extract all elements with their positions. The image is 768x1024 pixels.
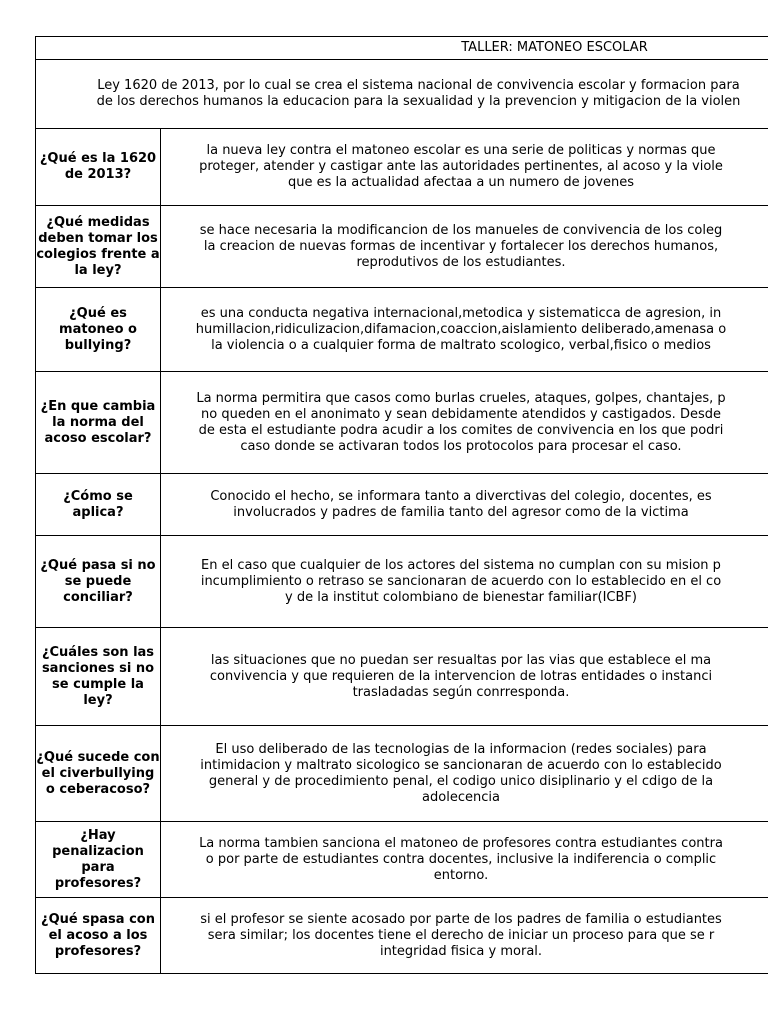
qa-row [36, 372, 768, 474]
answer-line: general y de procedimiento penal, el codigo unico disiplinario y el cdigo de la [208, 773, 714, 789]
answer-line: Conocido el hecho, se informara tanto a diverctivas del colegio, docentes, es [210, 488, 712, 504]
qa-row [36, 628, 768, 726]
qa-row [36, 288, 768, 372]
question-cell: ¿Hay penalizacion para profesores? [36, 822, 161, 898]
question-cell: ¿Qué medidas deben tomar los colegios frente a la ley? [36, 206, 161, 288]
question-cell: ¿Qué pasa si no se puede conciliar? [36, 536, 161, 628]
answer-line: intimidacion y maltrato sicologico se sancionaran de acuerdo con lo establecido [200, 757, 722, 773]
answer-line: la nueva ley contra el matoneo escolar es una serie de politicas y normas que [206, 143, 716, 158]
answer-line: En el caso que cualquier de los actores del sistema no cumplan con su mision p [201, 557, 721, 573]
answer-text [161, 143, 761, 191]
answer-line: La norma permitira que casos como burlas crueles, ataques, golpes, chantajes, p [196, 390, 726, 406]
answer-text [161, 391, 761, 455]
answer-cell [161, 726, 768, 822]
answer-text [161, 489, 761, 521]
qa-row [36, 474, 768, 536]
answer-text [161, 836, 761, 884]
qa-row [36, 898, 768, 974]
question-cell: ¿Qué es la 1620 de 2013? [36, 129, 161, 206]
answer-text [161, 742, 761, 806]
answer-line: la creacion de nuevas formas de incentivar y fortalecer los derechos humanos, [203, 238, 719, 254]
answer-line: adolecencia [422, 789, 500, 805]
answer-cell [161, 536, 768, 628]
qa-row [36, 206, 768, 288]
answer-cell [161, 822, 768, 898]
worksheet-table [35, 36, 768, 974]
answer-line: de esta el estudiante podra acudir a los comites de convivencia en los que podri [198, 422, 724, 438]
answer-line: y de la institut colombiano de bienestar familiar(ICBF) [285, 589, 637, 605]
question-cell: ¿Qué spasa con el acoso a los profesores? [36, 898, 161, 974]
qa-row [36, 129, 768, 206]
answer-text [161, 306, 761, 354]
answer-cell [161, 129, 768, 206]
answer-line: El uso deliberado de las tecnologias de la informacion (redes sociales) para [215, 741, 707, 757]
answer-line: es una conducta negativa internacional,metodica y sistematicca de agresion, in [200, 305, 722, 321]
answer-line: proteger, atender y castigar ante las autoridades pertinentes, al acoso y la viole [199, 159, 723, 174]
answer-cell [161, 898, 768, 974]
answer-line: se hace necesaria la modificancion de los manueles de convivencia de los coleg [199, 222, 723, 238]
answer-line: involucrados y padres de familia tanto del agresor como de la victima [233, 504, 689, 520]
answer-cell [161, 288, 768, 372]
question-cell: ¿Qué es matoneo o bullying? [36, 288, 161, 372]
answer-text [161, 653, 761, 701]
answer-line: las situaciones que no puedan ser resualtas por las vias que establece el ma [210, 652, 712, 668]
answer-line: incumplimiento o retraso se sancionaran de acuerdo con lo establecido en el co [200, 573, 722, 589]
answer-text [161, 223, 761, 271]
answer-line: si el profesor se siente acosado por parte de los padres de familia o estudiantes [200, 911, 722, 927]
answer-cell [161, 628, 768, 726]
answer-cell [161, 206, 768, 288]
answer-line: integridad fisica y moral. [379, 943, 543, 959]
intro-cell [36, 60, 768, 129]
answer-line: La norma tambien sanciona el matoneo de profesores contra estudiantes contra [199, 835, 723, 851]
title-cell [36, 37, 768, 60]
answer-line: que es la actualidad afectaa a un numero de jovenes [288, 175, 634, 190]
qa-row [36, 822, 768, 898]
title-row [36, 37, 768, 60]
qa-row [36, 536, 768, 628]
question-cell: ¿Cuáles son las sanciones si no se cumple la ley? [36, 628, 161, 726]
question-cell: ¿Cómo se aplica? [36, 474, 161, 536]
answer-text [161, 558, 761, 606]
intro-row [36, 60, 768, 129]
intro-line: de los derechos humanos la educacion para la sexualidad y la prevencion y mitigacion de la violen [96, 94, 741, 109]
answer-cell [161, 372, 768, 474]
question-cell: ¿En que cambia la norma del acoso escolar? [36, 372, 161, 474]
answer-cell [161, 474, 768, 536]
answer-line: reprodutivos de los estudiantes. [356, 254, 566, 270]
qa-row [36, 726, 768, 822]
answer-line: trasladadas según conrresponda. [352, 684, 570, 700]
answer-line: o por parte de estudiantes contra docentes, inclusive la indiferencia o complic [205, 851, 717, 867]
answer-line: humillacion,ridiculizacion,difamacion,coaccion,aislamiento deliberado,amenasa o [195, 321, 727, 337]
answer-line: sera similar; los docentes tiene el derecho de iniciar un proceso para que se r [207, 927, 715, 943]
answer-line: no queden en el anonimato y sean debidamente atendidos y castigados. Desde [201, 406, 721, 422]
answer-line: convivencia y que requieren de la intervencion de lotras entidades o instanci [209, 668, 713, 684]
document-title: TALLER: MATONEO ESCOLAR [461, 40, 648, 55]
answer-line: la violencia o a cualquier forma de maltrato scologico, verbal,fisico o medios [211, 337, 711, 353]
answer-text [161, 912, 761, 960]
answer-line: entorno. [433, 867, 489, 883]
question-cell: ¿Qué sucede con el civerbullying o ceberacoso? [36, 726, 161, 822]
intro-line: Ley 1620 de 2013, por lo cual se crea el sistema nacional de convivencia escolar y formacion para [97, 78, 740, 93]
answer-line: caso donde se activaran todos los protocolos para procesar el caso. [240, 438, 682, 454]
